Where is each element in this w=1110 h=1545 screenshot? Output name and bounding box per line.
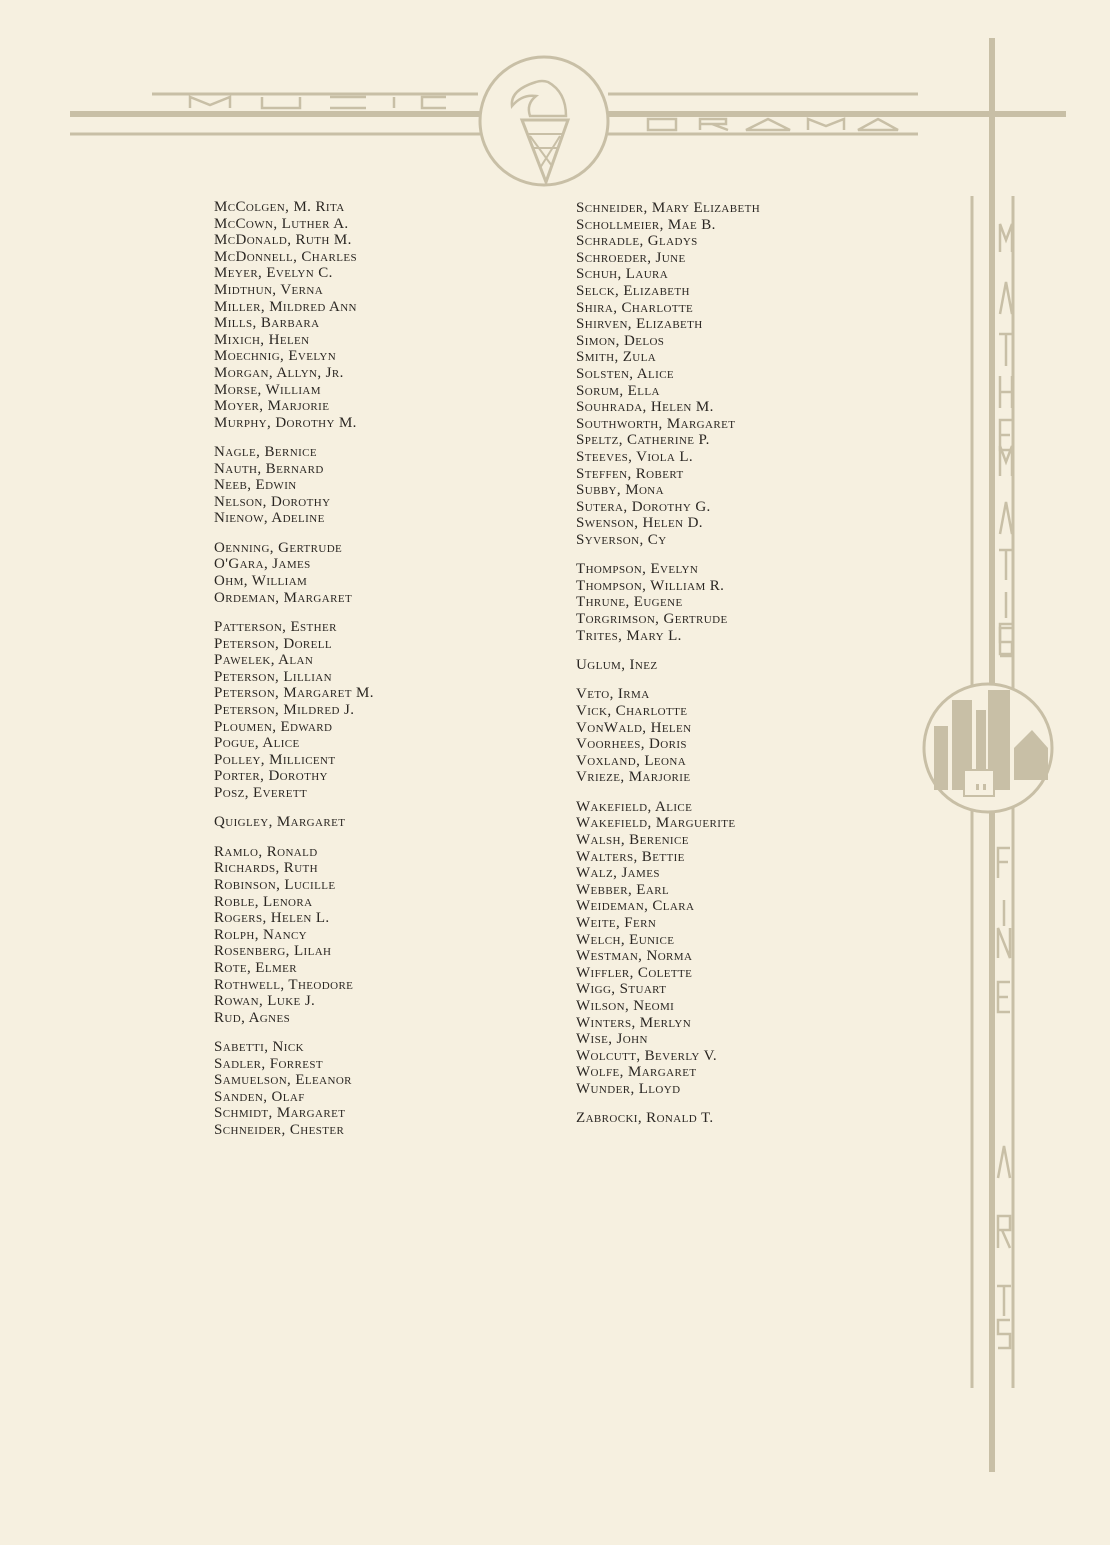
name-entry: Ramlo, Ronald — [214, 843, 318, 860]
name-entry: Steffen, Robert — [576, 465, 684, 482]
name-entry: Miller, Mildred Ann — [214, 298, 357, 315]
name-entry: Patterson, Esther — [214, 619, 337, 636]
name-entry: Wise, John — [576, 1031, 648, 1048]
name-entry: Polley, Millicent — [214, 751, 336, 768]
name-group — [576, 1110, 760, 1127]
name-entry: Thompson, William R. — [576, 577, 725, 594]
name-entry: McColgen, M. Rita — [214, 199, 345, 215]
name-entry: Syverson, Cy — [576, 531, 667, 548]
name-entry: Nienow, Adeline — [214, 510, 325, 527]
name-entry: Sadler, Forrest — [214, 1055, 324, 1072]
name-entry: Oenning, Gertrude — [214, 539, 343, 556]
name-entry: Rolph, Nancy — [214, 926, 308, 943]
name-entry: Schroeder, June — [576, 249, 686, 266]
name-entry: Smith, Zula — [576, 349, 657, 366]
name-entry: Peterson, Mildred J. — [214, 702, 355, 719]
name-group — [214, 199, 374, 431]
name-entry: Torgrimson, Gertrude — [576, 611, 728, 628]
name-entry: Thompson, Evelyn — [576, 561, 699, 578]
name-entry: Voxland, Leona — [576, 752, 687, 769]
name-group — [576, 686, 760, 786]
name-entry: Wigg, Stuart — [576, 981, 667, 998]
name-entry: Welch, Eunice — [576, 931, 675, 948]
name-entry: Weideman, Clara — [576, 898, 695, 915]
name-group — [214, 619, 374, 802]
name-entry: Nagle, Bernice — [214, 444, 317, 461]
name-entry: Rote, Elmer — [214, 959, 298, 976]
name-entry: Steeves, Viola L. — [576, 448, 694, 465]
name-entry: Roble, Lenora — [214, 893, 313, 910]
name-entry: Vrieze, Marjorie — [576, 769, 691, 786]
name-entry: Wiffler, Colette — [576, 964, 693, 981]
name-group — [576, 200, 760, 548]
name-entry: Midthun, Verna — [214, 281, 324, 298]
name-entry: Morgan, Allyn, Jr. — [214, 364, 344, 381]
name-entry: Wunder, Lloyd — [576, 1080, 681, 1097]
name-entry: Ohm, William — [214, 573, 308, 590]
name-entry: O'Gara, James — [214, 556, 311, 573]
name-group — [576, 657, 760, 674]
name-entry: Moyer, Marjorie — [214, 398, 330, 415]
name-entry: Zabrocki, Ronald T. — [576, 1110, 714, 1127]
name-entry: Schneider, Chester — [214, 1122, 345, 1139]
name-entry: Rothwell, Theodore — [214, 976, 354, 993]
name-group — [214, 1039, 374, 1139]
name-entry: Rowan, Luke J. — [214, 993, 316, 1010]
name-entry: Selck, Elizabeth — [576, 282, 690, 299]
name-entry: Schmidt, Margaret — [214, 1105, 346, 1122]
name-entry: Peterson, Dorell — [214, 635, 333, 652]
name-entry: Webber, Earl — [576, 881, 670, 898]
name-entry: Nelson, Dorothy — [214, 493, 331, 510]
torch-medallion-icon — [480, 57, 608, 185]
name-entry: Sabetti, Nick — [214, 1039, 304, 1056]
music-label-letters — [190, 97, 446, 108]
name-group — [214, 540, 374, 606]
name-entry: Sanden, Olaf — [214, 1088, 305, 1105]
name-entry: Solsten, Alice — [576, 365, 675, 382]
name-entry: Pawelek, Alan — [214, 652, 314, 669]
name-entry: Weite, Fern — [576, 914, 657, 931]
fine-arts-label-letters — [997, 848, 1011, 1348]
name-entry: Voorhees, Doris — [576, 736, 687, 753]
name-entry: Wakefield, Marguerite — [576, 815, 736, 832]
name-entry: Simon, Delos — [576, 332, 665, 349]
name-entry: Quigley, Margaret — [214, 814, 346, 831]
name-entry: Murphy, Dorothy M. — [214, 414, 357, 431]
name-entry: Mills, Barbara — [214, 315, 320, 332]
name-column-left — [214, 199, 374, 1151]
name-entry: Speltz, Catherine P. — [576, 432, 710, 449]
name-entry: Peterson, Margaret M. — [214, 685, 374, 702]
name-entry: Moechnig, Evelyn — [214, 348, 337, 365]
name-entry: Swenson, Helen D. — [576, 515, 703, 532]
name-entry: Sorum, Ella — [576, 382, 660, 399]
name-entry: Westman, Norma — [576, 948, 693, 965]
name-entry: Robinson, Lucille — [214, 876, 336, 893]
name-entry: Souhrada, Helen M. — [576, 399, 714, 416]
name-entry: Schuh, Laura — [576, 266, 669, 283]
name-entry: McDonald, Ruth M. — [214, 232, 352, 249]
name-entry: Wilson, Neomi — [576, 997, 675, 1014]
name-entry: Rosenberg, Lilah — [214, 943, 332, 960]
drama-label-letters — [648, 119, 898, 130]
name-entry: Walz, James — [576, 865, 660, 882]
name-entry: Walsh, Berenice — [576, 831, 689, 848]
name-entry: Schradle, Gladys — [576, 233, 698, 250]
name-entry: Morse, William — [214, 381, 321, 398]
name-entry: Posz, Everett — [214, 784, 308, 801]
name-entry: Peterson, Lillian — [214, 668, 332, 685]
name-entry: Samuelson, Eleanor — [214, 1072, 352, 1089]
name-entry: McDonnell, Charles — [214, 248, 357, 265]
name-entry: Veto, Irma — [576, 686, 650, 703]
name-entry: Sutera, Dorothy G. — [576, 498, 711, 515]
name-entry: Richards, Ruth — [214, 860, 319, 877]
name-entry: Mixich, Helen — [214, 331, 310, 348]
name-entry: Ploumen, Edward — [214, 718, 333, 735]
name-entry: Schollmeier, Mae B. — [576, 216, 716, 233]
name-entry: Shira, Charlotte — [576, 299, 694, 316]
name-group — [214, 444, 374, 527]
name-group — [214, 814, 374, 831]
name-entry: Ordeman, Margaret — [214, 589, 353, 606]
name-entry: Wolcutt, Beverly V. — [576, 1047, 718, 1064]
name-group — [214, 844, 374, 1027]
name-entry: Shirven, Elizabeth — [576, 316, 703, 333]
name-entry: Wakefield, Alice — [576, 798, 693, 815]
name-entry: Thrune, Eugene — [576, 594, 683, 611]
name-column-right — [576, 200, 760, 1140]
name-group — [576, 561, 760, 644]
mathematics-label-letters — [999, 224, 1013, 656]
name-entry: Nauth, Bernard — [214, 460, 324, 477]
name-entry: Vick, Charlotte — [576, 703, 688, 720]
name-entry: Trites, Mary L. — [576, 627, 682, 644]
name-entry: Porter, Dorothy — [214, 768, 328, 785]
name-entry: Winters, Merlyn — [576, 1014, 692, 1031]
name-entry: Schneider, Mary Elizabeth — [576, 200, 761, 216]
name-entry: Southworth, Margaret — [576, 415, 736, 432]
name-entry: Meyer, Evelyn C. — [214, 265, 333, 282]
name-entry: Uglum, Inez — [576, 657, 658, 674]
name-entry: Walters, Bettie — [576, 848, 685, 865]
name-group — [576, 799, 760, 1098]
name-entry: Pogue, Alice — [214, 735, 300, 752]
name-entry: Subby, Mona — [576, 482, 664, 499]
name-entry: VonWald, Helen — [576, 719, 692, 736]
name-entry: Rogers, Helen L. — [214, 910, 330, 927]
name-entry: McCown, Luther A. — [214, 215, 349, 232]
city-skyline-medallion-icon — [924, 684, 1052, 812]
name-entry: Wolfe, Margaret — [576, 1064, 697, 1081]
name-entry: Rud, Agnes — [214, 1009, 291, 1026]
name-entry: Neeb, Edwin — [214, 477, 297, 494]
